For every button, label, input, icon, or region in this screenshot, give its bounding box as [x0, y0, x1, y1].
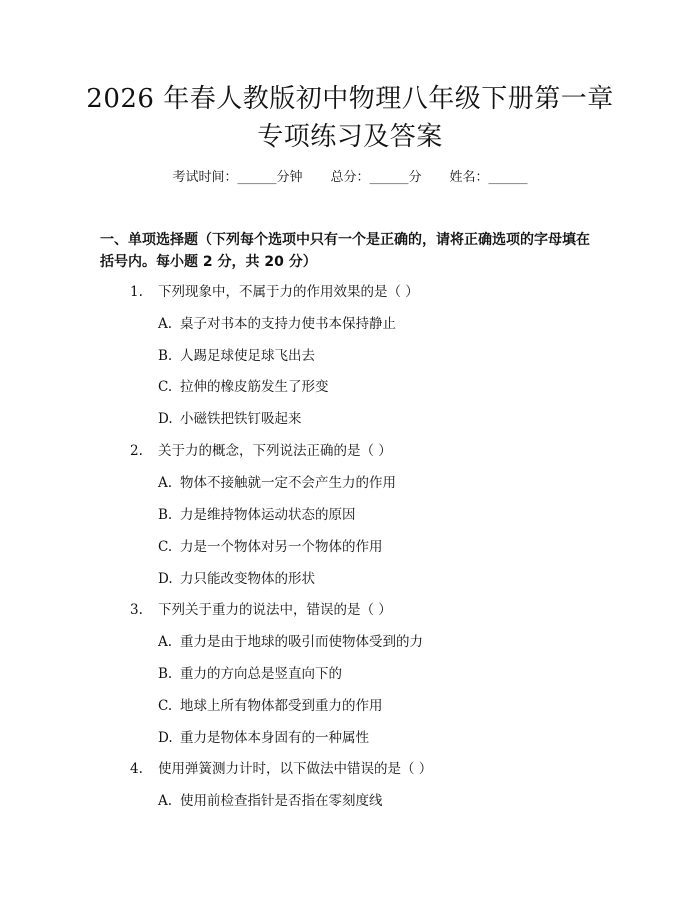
- question-3: [130, 600, 392, 620]
- document-title-line-1: 2026 年春人教版初中物理八年级下册第一章: [86, 84, 614, 114]
- question-3-option-d: [158, 728, 369, 748]
- option-text: 重力是物体本身固有的一种属性: [180, 730, 369, 746]
- question-2-option-b: [158, 505, 356, 525]
- question-1-option-c: [158, 377, 329, 397]
- question-text: 下列现象中，不属于力的作用效果的是（ ）: [158, 284, 419, 300]
- option-letter: D.: [158, 411, 173, 427]
- option-letter: A.: [158, 316, 173, 332]
- question-1: [130, 282, 419, 302]
- question-text: 下列关于重力的说法中，错误的是（ ）: [158, 602, 392, 618]
- time-blank: ______: [237, 170, 277, 185]
- option-letter: A.: [158, 793, 173, 809]
- question-3-option-a: [158, 632, 423, 652]
- question-3-option-b: [158, 664, 342, 684]
- option-text: 物体不接触就一定不会产生力的作用: [180, 475, 396, 491]
- option-letter: D.: [158, 730, 173, 746]
- option-letter: C.: [158, 539, 173, 555]
- question-number: 3.: [130, 602, 143, 618]
- option-text: 重力是由于地球的吸引而使物体受到的力: [180, 634, 423, 650]
- question-number: 4.: [130, 761, 143, 777]
- option-text: 地球上所有物体都受到重力的作用: [180, 698, 383, 714]
- option-text: 使用前检查指针是否指在零刻度线: [180, 793, 383, 809]
- question-2-option-d: [158, 569, 315, 589]
- option-letter: C.: [158, 379, 173, 395]
- question-text: 使用弹簧测力计时，以下做法中错误的是（ ）: [158, 761, 433, 777]
- score-unit: 分: [408, 170, 422, 185]
- option-letter: B.: [158, 507, 173, 523]
- name-label: 姓名：: [449, 170, 489, 185]
- question-4: [130, 759, 432, 779]
- question-4-option-a: [158, 791, 383, 811]
- question-1-option-d: [158, 409, 302, 429]
- question-2-option-c: [158, 537, 383, 557]
- question-1-option-b: [158, 346, 315, 366]
- question-2-option-a: [158, 473, 396, 493]
- question-3-option-c: [158, 696, 383, 716]
- document-title-line-2: 专项练习及答案: [257, 122, 443, 152]
- question-number: 2.: [130, 443, 143, 459]
- option-letter: A.: [158, 475, 173, 491]
- option-text: 力是一个物体对另一个物体的作用: [180, 539, 383, 555]
- question-number: 1.: [130, 284, 143, 300]
- option-letter: B.: [158, 666, 173, 682]
- option-text: 人踢足球使足球飞出去: [180, 348, 315, 364]
- time-unit: 分钟: [276, 170, 303, 185]
- question-1-option-a: [158, 314, 396, 334]
- question-text: 关于力的概念，下列说法正确的是（ ）: [158, 443, 392, 459]
- option-text: 小磁铁把铁钉吸起来: [180, 411, 302, 427]
- time-label: 考试时间：: [172, 170, 238, 185]
- option-text: 力是维持物体运动状态的原因: [180, 507, 356, 523]
- option-letter: A.: [158, 634, 173, 650]
- name-blank: ______: [488, 170, 528, 185]
- exam-info-line: [0, 169, 700, 187]
- option-letter: B.: [158, 348, 173, 364]
- option-text: 桌子对书本的支持力使书本保持静止: [180, 316, 396, 332]
- option-text: 重力的方向总是竖直向下的: [180, 666, 342, 682]
- option-text: 拉伸的橡皮筋发生了形变: [180, 379, 329, 395]
- option-text: 力只能改变物体的形状: [180, 571, 315, 587]
- question-2: [130, 441, 392, 461]
- option-letter: D.: [158, 571, 173, 587]
- option-letter: C.: [158, 698, 173, 714]
- section-heading: 一、单项选择题（下列每个选项中只有一个是正确的，请将正确选项的字母填在括号内。每小题 2 分，共 20 分）: [100, 232, 590, 270]
- score-blank: ______: [369, 170, 409, 185]
- score-label: 总分：: [330, 170, 370, 185]
